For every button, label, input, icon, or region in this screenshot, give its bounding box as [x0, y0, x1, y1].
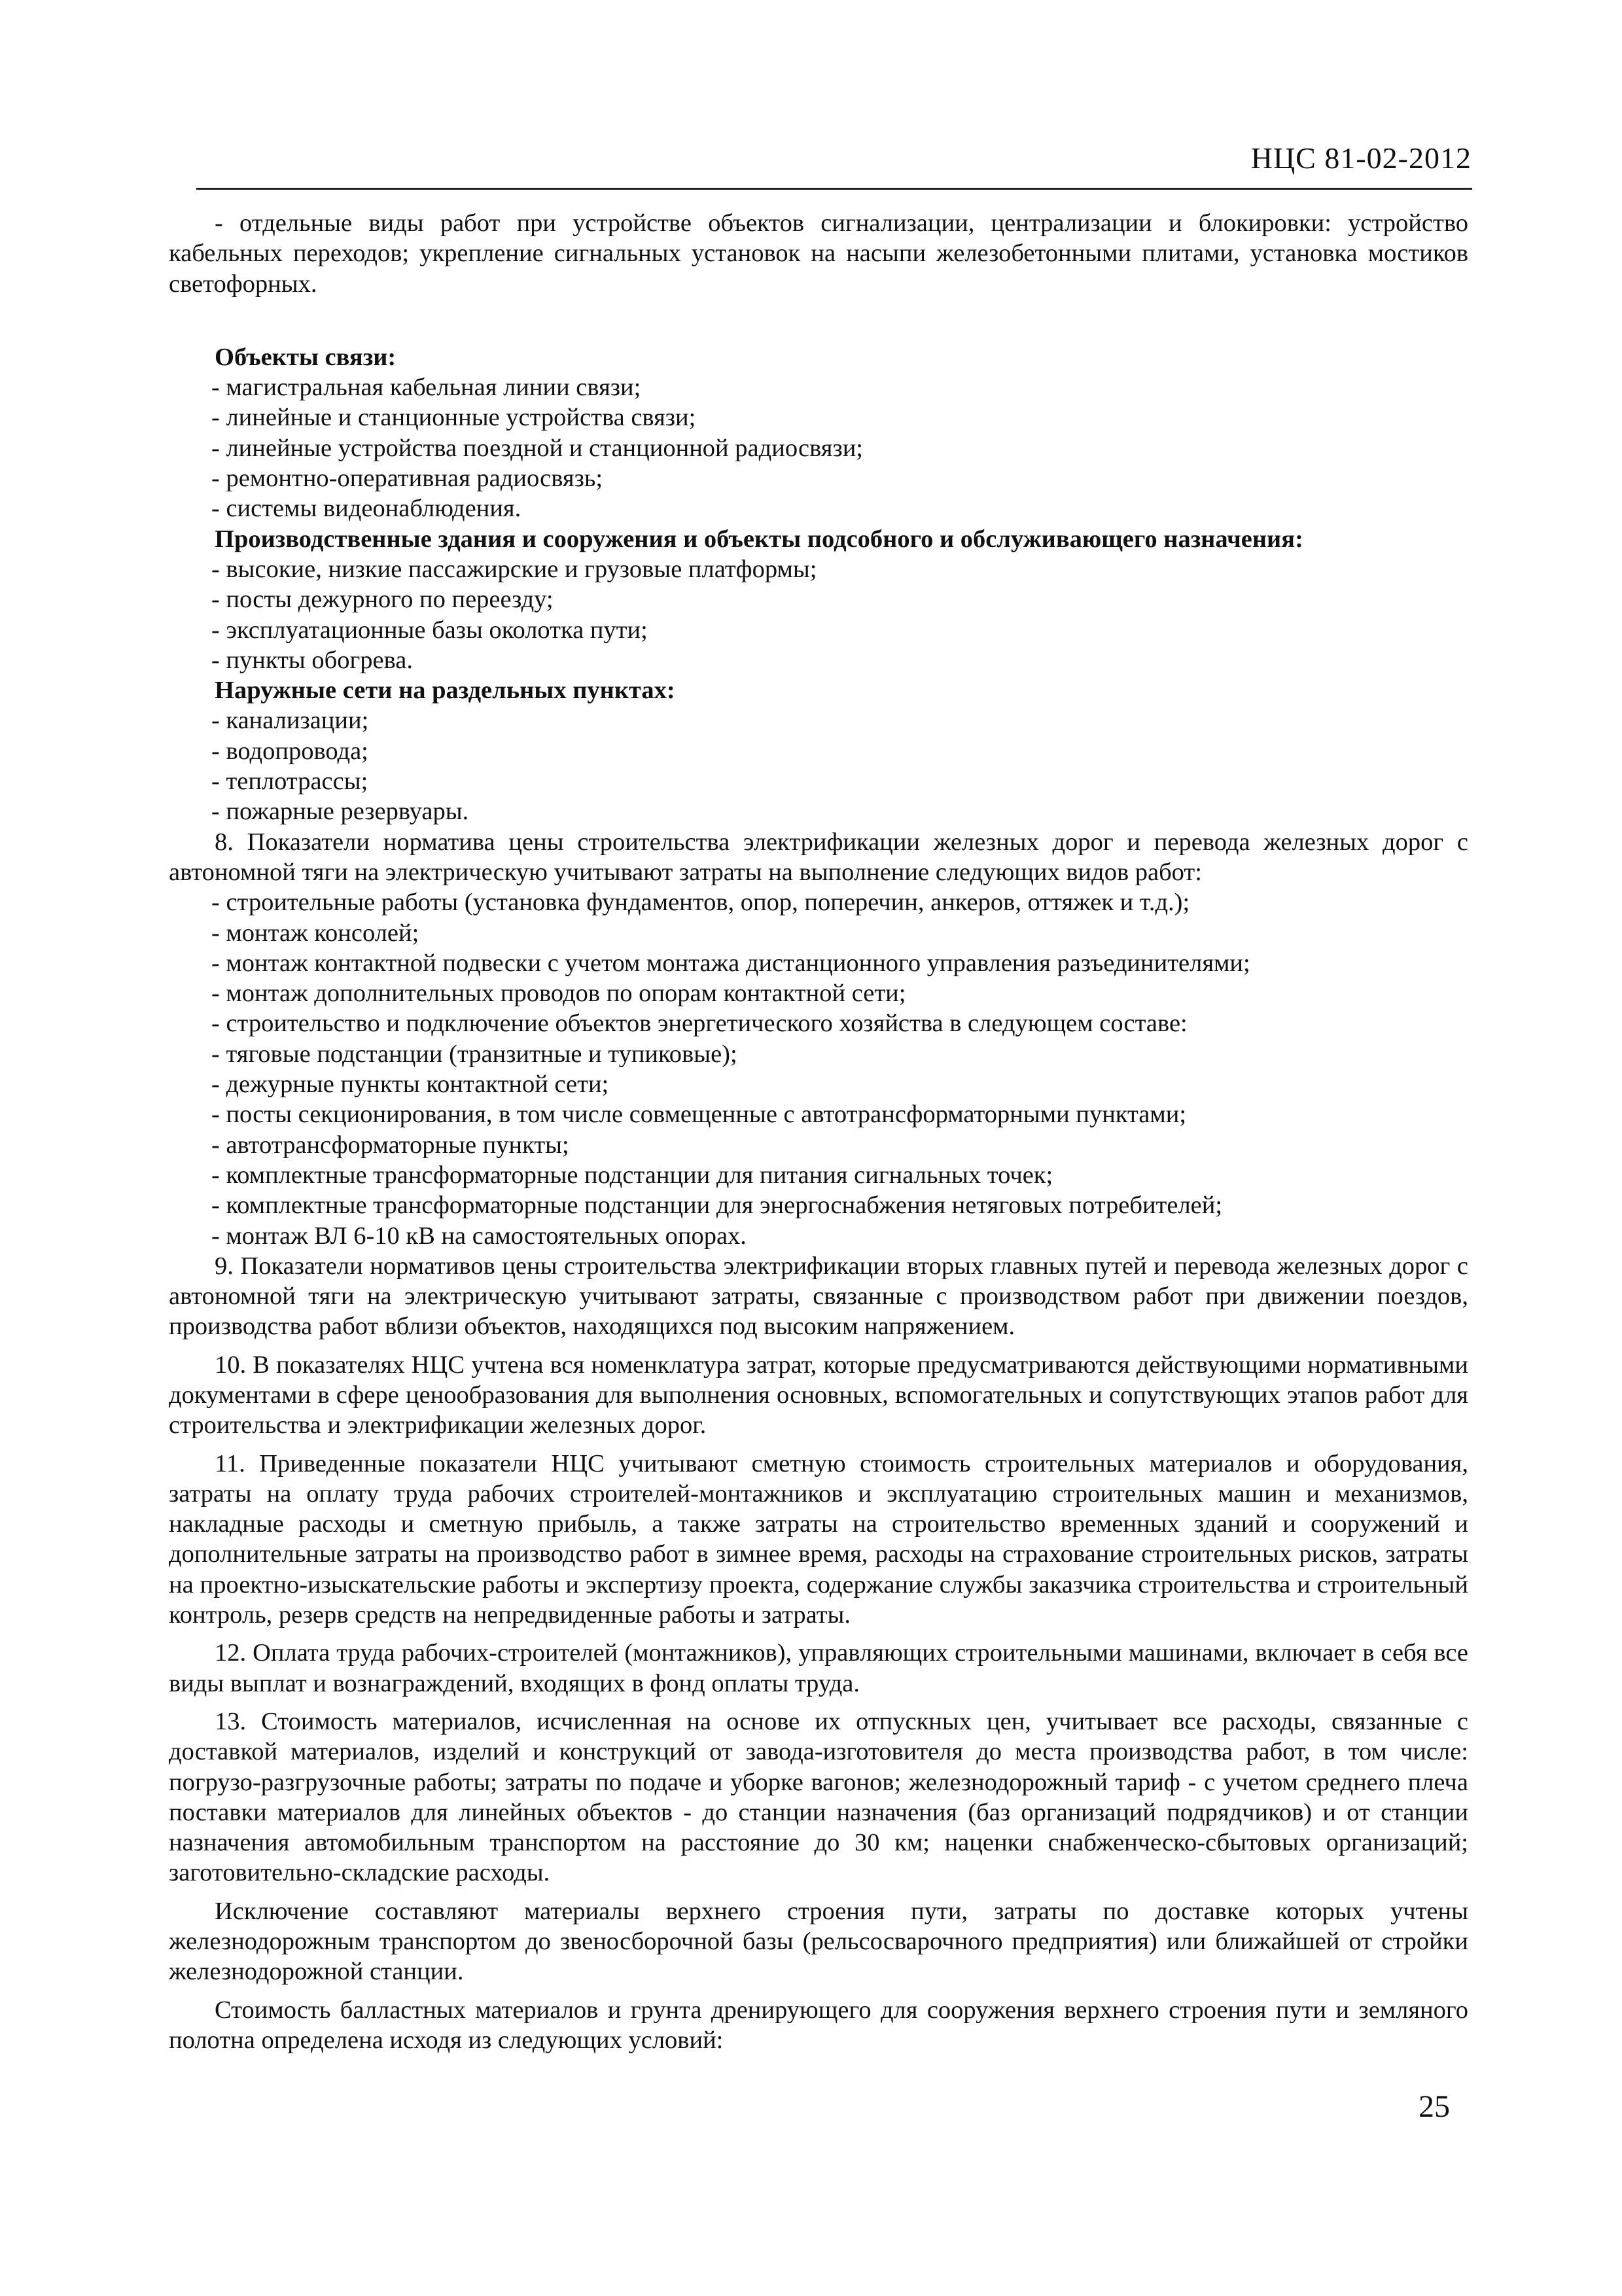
list-item: - высокие, низкие пассажирские и грузовые платформы; [211, 555, 817, 583]
list-item: - системы видеонаблюдения. [211, 495, 521, 523]
body-text [169, 208, 1468, 2055]
exception-paragraph: Исключение составляют материалы верхнего строения пути, затраты по доставке которых учтены железнодорожным транспортом до звеносборочной базы (рельсосварочного предприятия) или ближайшей от стройки железнодорожной станции. [169, 1897, 1468, 1986]
header-divider [196, 188, 1472, 190]
list-item: - посты секционирования, в том числе совмещенные с автотрансформаторными пунктами; [211, 1101, 1187, 1129]
list-item: - монтаж контактной подвески с учетом монтажа дистанционного управления разъединителями; [211, 949, 1250, 977]
heading-networks: Наружные сети на раздельных пунктах: [215, 677, 675, 705]
page-number: 25 [1419, 2089, 1450, 2124]
list-item: - автотрансформаторные пункты; [211, 1131, 569, 1159]
heading-industrial: Производственные здания и сооружения и объекты подсобного и обслуживающего назначения: [215, 525, 1303, 553]
list-item: - комплектные трансформаторные подстанции для энергоснабжения нетяговых потребителей; [211, 1192, 1223, 1220]
list-item: - линейные и станционные устройства связи; [211, 404, 696, 432]
section-11-paragraph: 11. Приведенные показатели НЦС учитывают сметную стоимость строительных материалов и оборудования, затраты на оплату труда рабочих строителей-монтажников и эксплуатацию строительных машин и механизмов, накладные расходы и сметную прибыль, а также затраты на строительство временных зданий и сооружений и дополнительные затраты на производство работ в зимнее время, расходы на страхование строительных рисков, затраты на проектно-изыскательские работы и экспертизу проекта, содержание службы заказчика строительства и строительный контроль, резерв средств на непредвиденные работы и затраты. [169, 1449, 1468, 1629]
section-8-paragraph: 8. Показатели норматива цены строительства электрификации железных дорог и перевода железных дорог с автономной тяги на электрическую учитывают затраты на выполнение следующих видов работ: [169, 828, 1468, 886]
intro-paragraph: - отдельные виды работ при устройстве объектов сигнализации, централизации и блокировки: устройство кабельных переходов; укрепление сигнальных установок на насыпи железобетонными плитами, установка мостиков светофорных. [169, 209, 1468, 298]
list-item: - строительство и подключение объектов энергетического хозяйства в следующем составе: [211, 1010, 1188, 1038]
list-item: - строительные работы (установка фундаментов, опор, поперечин, анкеров, оттяжек и т.д.); [211, 889, 1190, 917]
list-item: - водопровода; [211, 737, 368, 765]
list-item: - ремонтно-оперативная радиосвязь; [211, 465, 603, 493]
list-item: - монтаж консолей; [211, 919, 419, 947]
list-item: - монтаж дополнительных проводов по опорам контактной сети; [211, 980, 906, 1008]
list-item: - эксплуатационные базы околотка пути; [211, 616, 648, 644]
section-10-paragraph: 10. В показателях НЦС учтена вся номенклатура затрат, которые предусматриваются действующими нормативными документами в сфере ценообразования для выполнения основных, вспомогательных и сопутствующих этапов работ для строительства и электрификации железных дорог. [169, 1351, 1468, 1439]
list-item: - пожарные резервуары. [211, 798, 469, 826]
section-9-paragraph: 9. Показатели нормативов цены строительства электрификации вторых главных путей и перевода железных дорог с автономной тяги на электрическую учитывают затраты, связанные с производством работ при движении поездов, производства работ вблизи объектов, находящихся под высоким напряжением. [169, 1252, 1468, 1341]
list-item: - магистральная кабельная линии связи; [211, 374, 641, 402]
list-item: - посты дежурного по переезду; [211, 586, 554, 614]
ballast-paragraph: Стоимость балластных материалов и грунта дренирующего для сооружения верхнего строения пути и земляного полотна определена исходя из следующих условий: [169, 1996, 1468, 2054]
list-item: - тяговые подстанции (транзитные и тупиковые); [211, 1040, 737, 1068]
list-item: - комплектные трансформаторные подстанции для питания сигнальных точек; [211, 1161, 1053, 1189]
list-item: - дежурные пункты контактной сети; [211, 1070, 609, 1099]
section-12-paragraph: 12. Оплата труда рабочих-строителей (монтажников), управляющих строительными машинами, включает в себя все виды выплат и вознаграждений, входящих в фонд оплаты труда. [169, 1639, 1468, 1697]
document-code: НЦС 81-02-2012 [1250, 141, 1472, 175]
heading-communications: Объекты связи: [215, 343, 397, 371]
list-item: - канализации; [211, 707, 369, 735]
list-item: - теплотрассы; [211, 768, 368, 796]
section-13-paragraph: 13. Стоимость материалов, исчисленная на основе их отпускных цен, учитывает все расходы, связанные с доставкой материалов, изделий и конструкций от завода-изготовителя до места производства работ, в том числе: погрузо-разгрузочные работы; затраты по подаче и уборке вагонов; железнодорожный тариф - с учетом среднего плеча поставки материалов для линейных объектов - до станции назначения (баз организаций подрядчиков) и от станции назначения автомобильным транспортом на расстояние до 30 км; наценки снабженческо-сбытовых организаций; заготовительно-складские расходы. [169, 1707, 1468, 1887]
list-item: - монтаж ВЛ 6-10 кВ на самостоятельных опорах. [211, 1222, 747, 1250]
list-item: - пункты обогрева. [211, 646, 414, 674]
list-item: - линейные устройства поездной и станционной радиосвязи; [211, 434, 863, 462]
